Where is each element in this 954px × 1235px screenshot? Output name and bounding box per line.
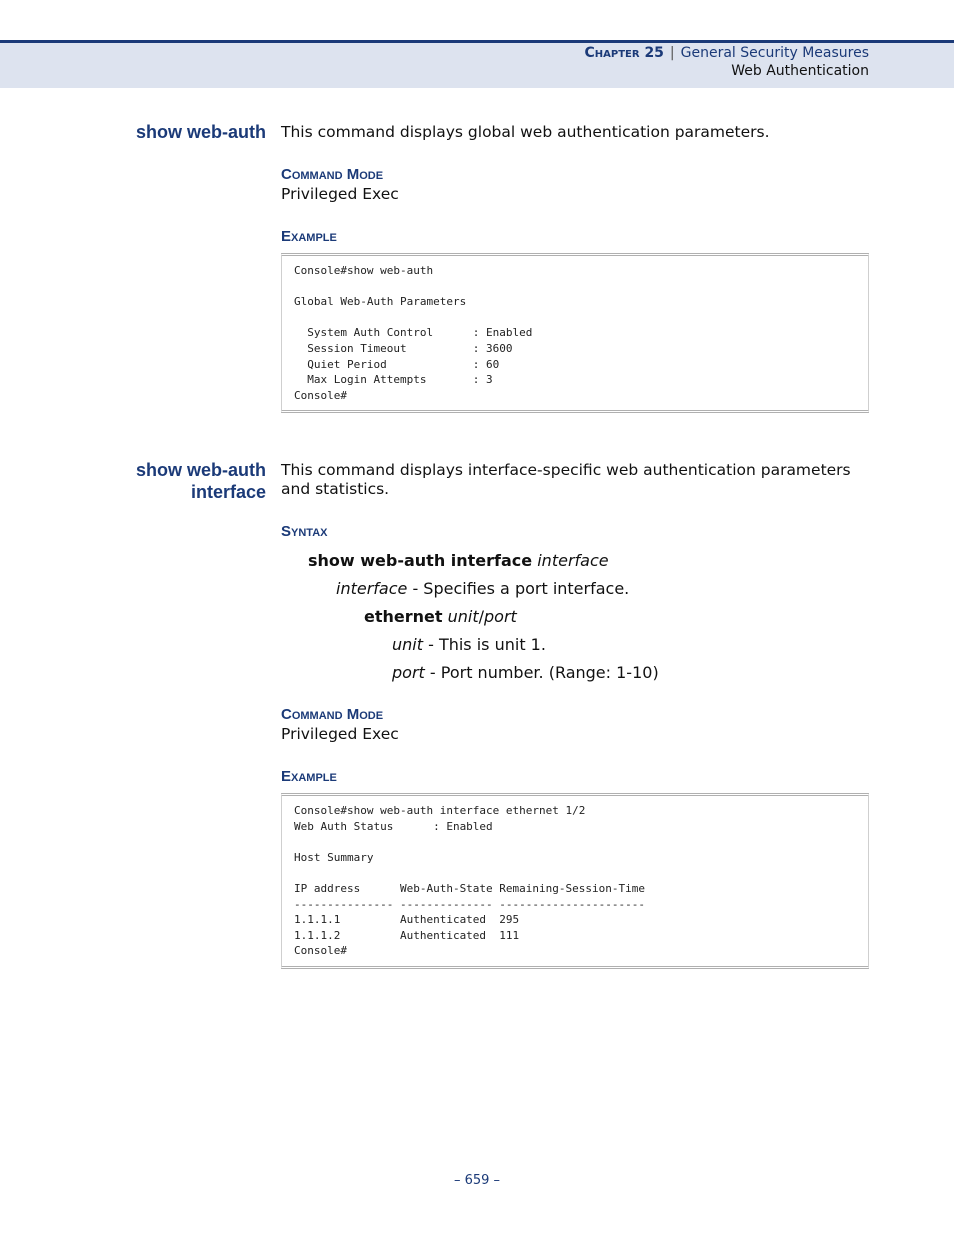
unit-name: unit — [392, 635, 423, 654]
syntax-port-line — [392, 663, 659, 682]
example-code: Console#show web-auth Global Web-Auth Parameters System Auth Control : Enabled Session Timeout : 3600 Quiet Period : 60 Max Login Attempts : 3 Console# — [294, 264, 533, 402]
syntax-unit-line — [392, 635, 546, 654]
ethernet-keyword: ethernet — [364, 607, 443, 626]
param-description: - Specifies a port interface. — [407, 579, 630, 598]
example-code-box-2 — [281, 793, 869, 969]
syntax-command-arg: interface — [537, 551, 609, 570]
command-mode-value: Privileged Exec — [281, 185, 399, 203]
subsection-title: Web Authentication — [731, 63, 869, 79]
command-title-show-web-auth: show web-auth — [136, 122, 266, 142]
command-mode-heading: Command Mode — [281, 166, 384, 183]
syntax-command-line — [308, 551, 609, 570]
page-number: – 659 – — [453, 1173, 501, 1188]
param-name: interface — [336, 579, 408, 598]
chapter-label: Chapter 25 — [584, 45, 664, 61]
example-heading: Example — [281, 228, 337, 245]
command-description-line2: and statistics. — [281, 480, 390, 498]
ethernet-slash: / — [478, 607, 485, 626]
command-title-show-web-auth-interface-line2: interface — [190, 482, 266, 502]
example-code-2: Console#show web-auth interface ethernet 1/2 Web Auth Status : Enabled Host Summary IP address Web-Auth-State Remaining-Session-Time --------------- -------------- ---------------------- 1.1.1.1 Authenticated 295 1.1.1.2 Authenticated 111 Console# — [294, 804, 645, 958]
syntax-param-interface — [336, 579, 629, 598]
command-title-show-web-auth-interface-line1: show web-auth — [136, 460, 266, 480]
unit-description: - This is unit 1. — [423, 635, 546, 654]
example-code-box — [281, 253, 869, 413]
running-header-chapter-line — [585, 45, 870, 61]
syntax-command: show web-auth interface — [308, 551, 533, 570]
port-description: - Port number. (Range: 1-10) — [424, 663, 659, 682]
section-title: General Security Measures — [680, 45, 869, 61]
port-name: port — [392, 663, 425, 682]
command-description-line1: This command displays interface-specific web authentication parameters — [281, 461, 851, 479]
header-separator: | — [669, 45, 675, 61]
syntax-heading: Syntax — [281, 523, 328, 540]
example-heading-2: Example — [281, 768, 337, 785]
command-mode-value-2: Privileged Exec — [281, 725, 399, 743]
syntax-ethernet-line — [364, 607, 517, 626]
command-description: This command displays global web authentication parameters. — [281, 123, 770, 141]
command-mode-heading-2: Command Mode — [281, 706, 384, 723]
ethernet-unit-arg: unit — [447, 607, 479, 626]
ethernet-port-arg: port — [484, 607, 517, 626]
